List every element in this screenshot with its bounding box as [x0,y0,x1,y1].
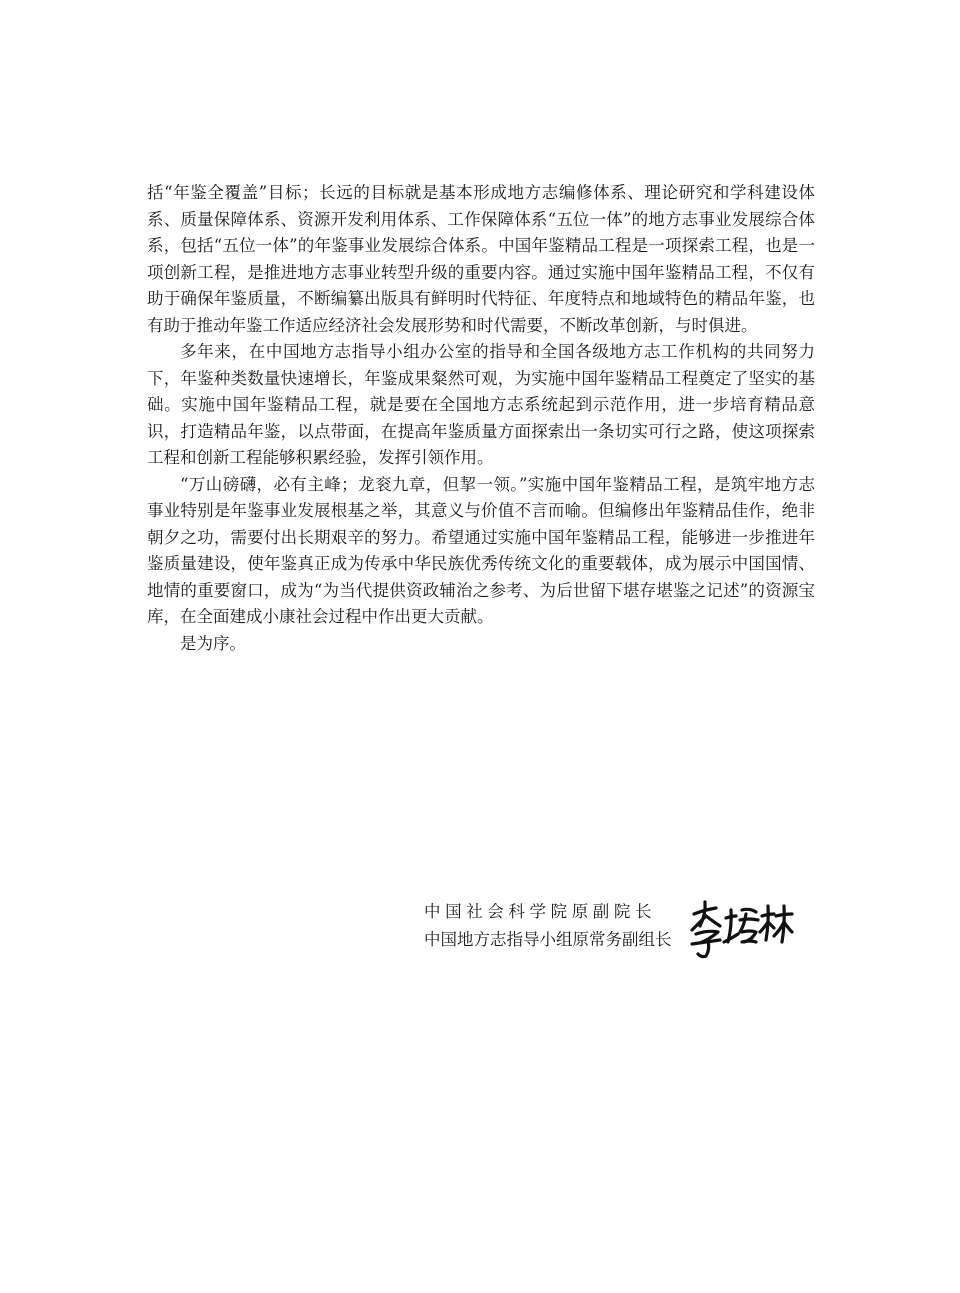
paragraph-continuation: 括“年鉴全覆盖”目标；长远的目标就是基本形成地方志编修体系、理论研究和学科建设体系、质量保障体系、资源开发利用体系、工作保障体系“五位一体”的地方志事业发展综合体系，包括“五位一体”的年鉴事业发展综合体系。中国年鉴精品工程是一项探索工程，也是一项创新工程，是推进地方志事业转型升级的重要内容。通过实施中国年鉴精品工程，不仅有助于确保年鉴质量，不断编纂出版具有鲜明时代特征、年度特点和地域特色的精品年鉴，也有助于推动年鉴工作适应经济社会发展形势和时代需要，不断改革创新，与时俱进。 [147,183,815,335]
signatory-title-1: 中国社会科学院原副院长 [424,902,657,921]
signatory-title-2: 中国地方志指导小组原常务副组长 [424,930,672,949]
body-text [147,180,815,657]
signature-block [424,898,672,954]
paragraph: “万山磅礴，必有主峰；龙衮九章，但挈一领。”实施中国年鉴精品工程，是筑牢地方志事业特别是年鉴事业发展根基之举，其意义与价值不言而喻。但编修出年鉴精品佳作，绝非朝夕之功，需要付出长期艰辛的努力。希望通过实施中国年鉴精品工程，能够进一步推进年鉴质量建设，使年鉴真正成为传承中华民族优秀传统文化的重要载体，成为展示中国国情、地情的重要窗口，成为“为当代提供资政辅治之参考、为后世留下堪存堪鉴之记述”的资源宝库，在全面建成小康社会过程中作出更大贡献。 [147,474,815,626]
closing-line: 是为序。 [180,633,246,653]
paragraph: 多年来，在中国地方志指导小组办公室的指导和全国各级地方志工作机构的共同努力下，年鉴种类数量快速增长，年鉴成果粲然可观，为实施中国年鉴精品工程奠定了坚实的基础。实施中国年鉴精品工程，就是要在全国地方志系统起到示范作用，进一步培育精品意识，打造精品年鉴，以点带面，在提高年鉴质量方面探索出一条切实可行之路，使这项探索工程和创新工程能够积累经验，发挥引领作用。 [147,342,815,467]
handwritten-signature [686,896,796,962]
